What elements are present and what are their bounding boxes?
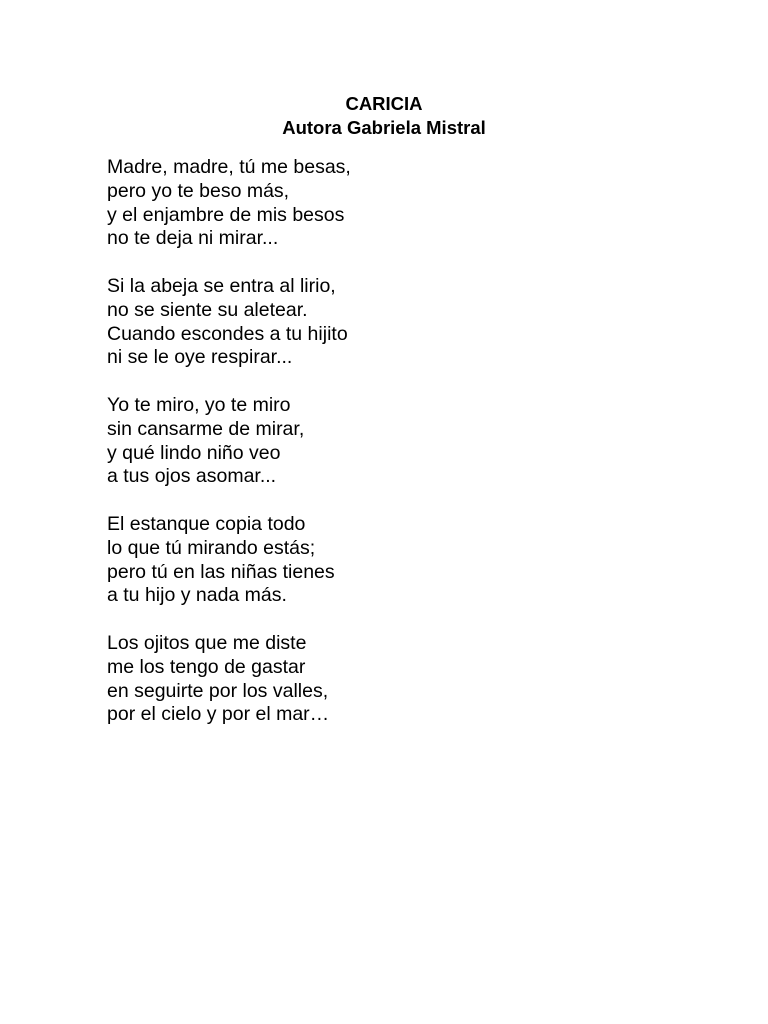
stanza xyxy=(107,632,351,727)
verse-line: lo que tú mirando estás; xyxy=(107,536,316,559)
verse-line: en seguirte por los valles, xyxy=(107,679,329,702)
verse-line: El estanque copia todo xyxy=(107,512,306,535)
verse-line: ni se le oye respirar... xyxy=(107,346,293,369)
verse-line: Cuando escondes a tu hijito xyxy=(107,322,348,345)
verse-line: pero yo te beso más, xyxy=(107,179,290,202)
stanza xyxy=(107,156,351,251)
verse-line: no se siente su aletear. xyxy=(107,298,308,321)
verse-line: y el enjambre de mis besos xyxy=(107,203,345,226)
stanza xyxy=(107,275,351,370)
poem-title: CARICIA xyxy=(345,93,423,114)
verse-line: a tu hijo y nada más. xyxy=(107,584,287,607)
stanza xyxy=(107,513,351,608)
verse-line: pero tú en las niñas tienes xyxy=(107,560,335,583)
stanza xyxy=(107,394,351,489)
verse-line: me los tengo de gastar xyxy=(107,655,306,678)
verse-line: y qué lindo niño veo xyxy=(107,441,281,464)
verse-line: sin cansarme de mirar, xyxy=(107,417,305,440)
verse-line: por el cielo y por el mar… xyxy=(107,703,330,726)
verse-line: no te deja ni mirar... xyxy=(107,227,279,250)
author-line: Autora Gabriela Mistral xyxy=(282,117,486,138)
verse-line: a tus ojos asomar... xyxy=(107,465,277,488)
verse-line: Si la abeja se entra al lirio, xyxy=(107,274,336,297)
poem-body xyxy=(107,156,351,751)
verse-line: Yo te miro, yo te miro xyxy=(107,393,291,416)
verse-line: Los ojitos que me diste xyxy=(107,631,307,654)
title-block xyxy=(0,92,768,140)
verse-line: Madre, madre, tú me besas, xyxy=(107,156,351,178)
